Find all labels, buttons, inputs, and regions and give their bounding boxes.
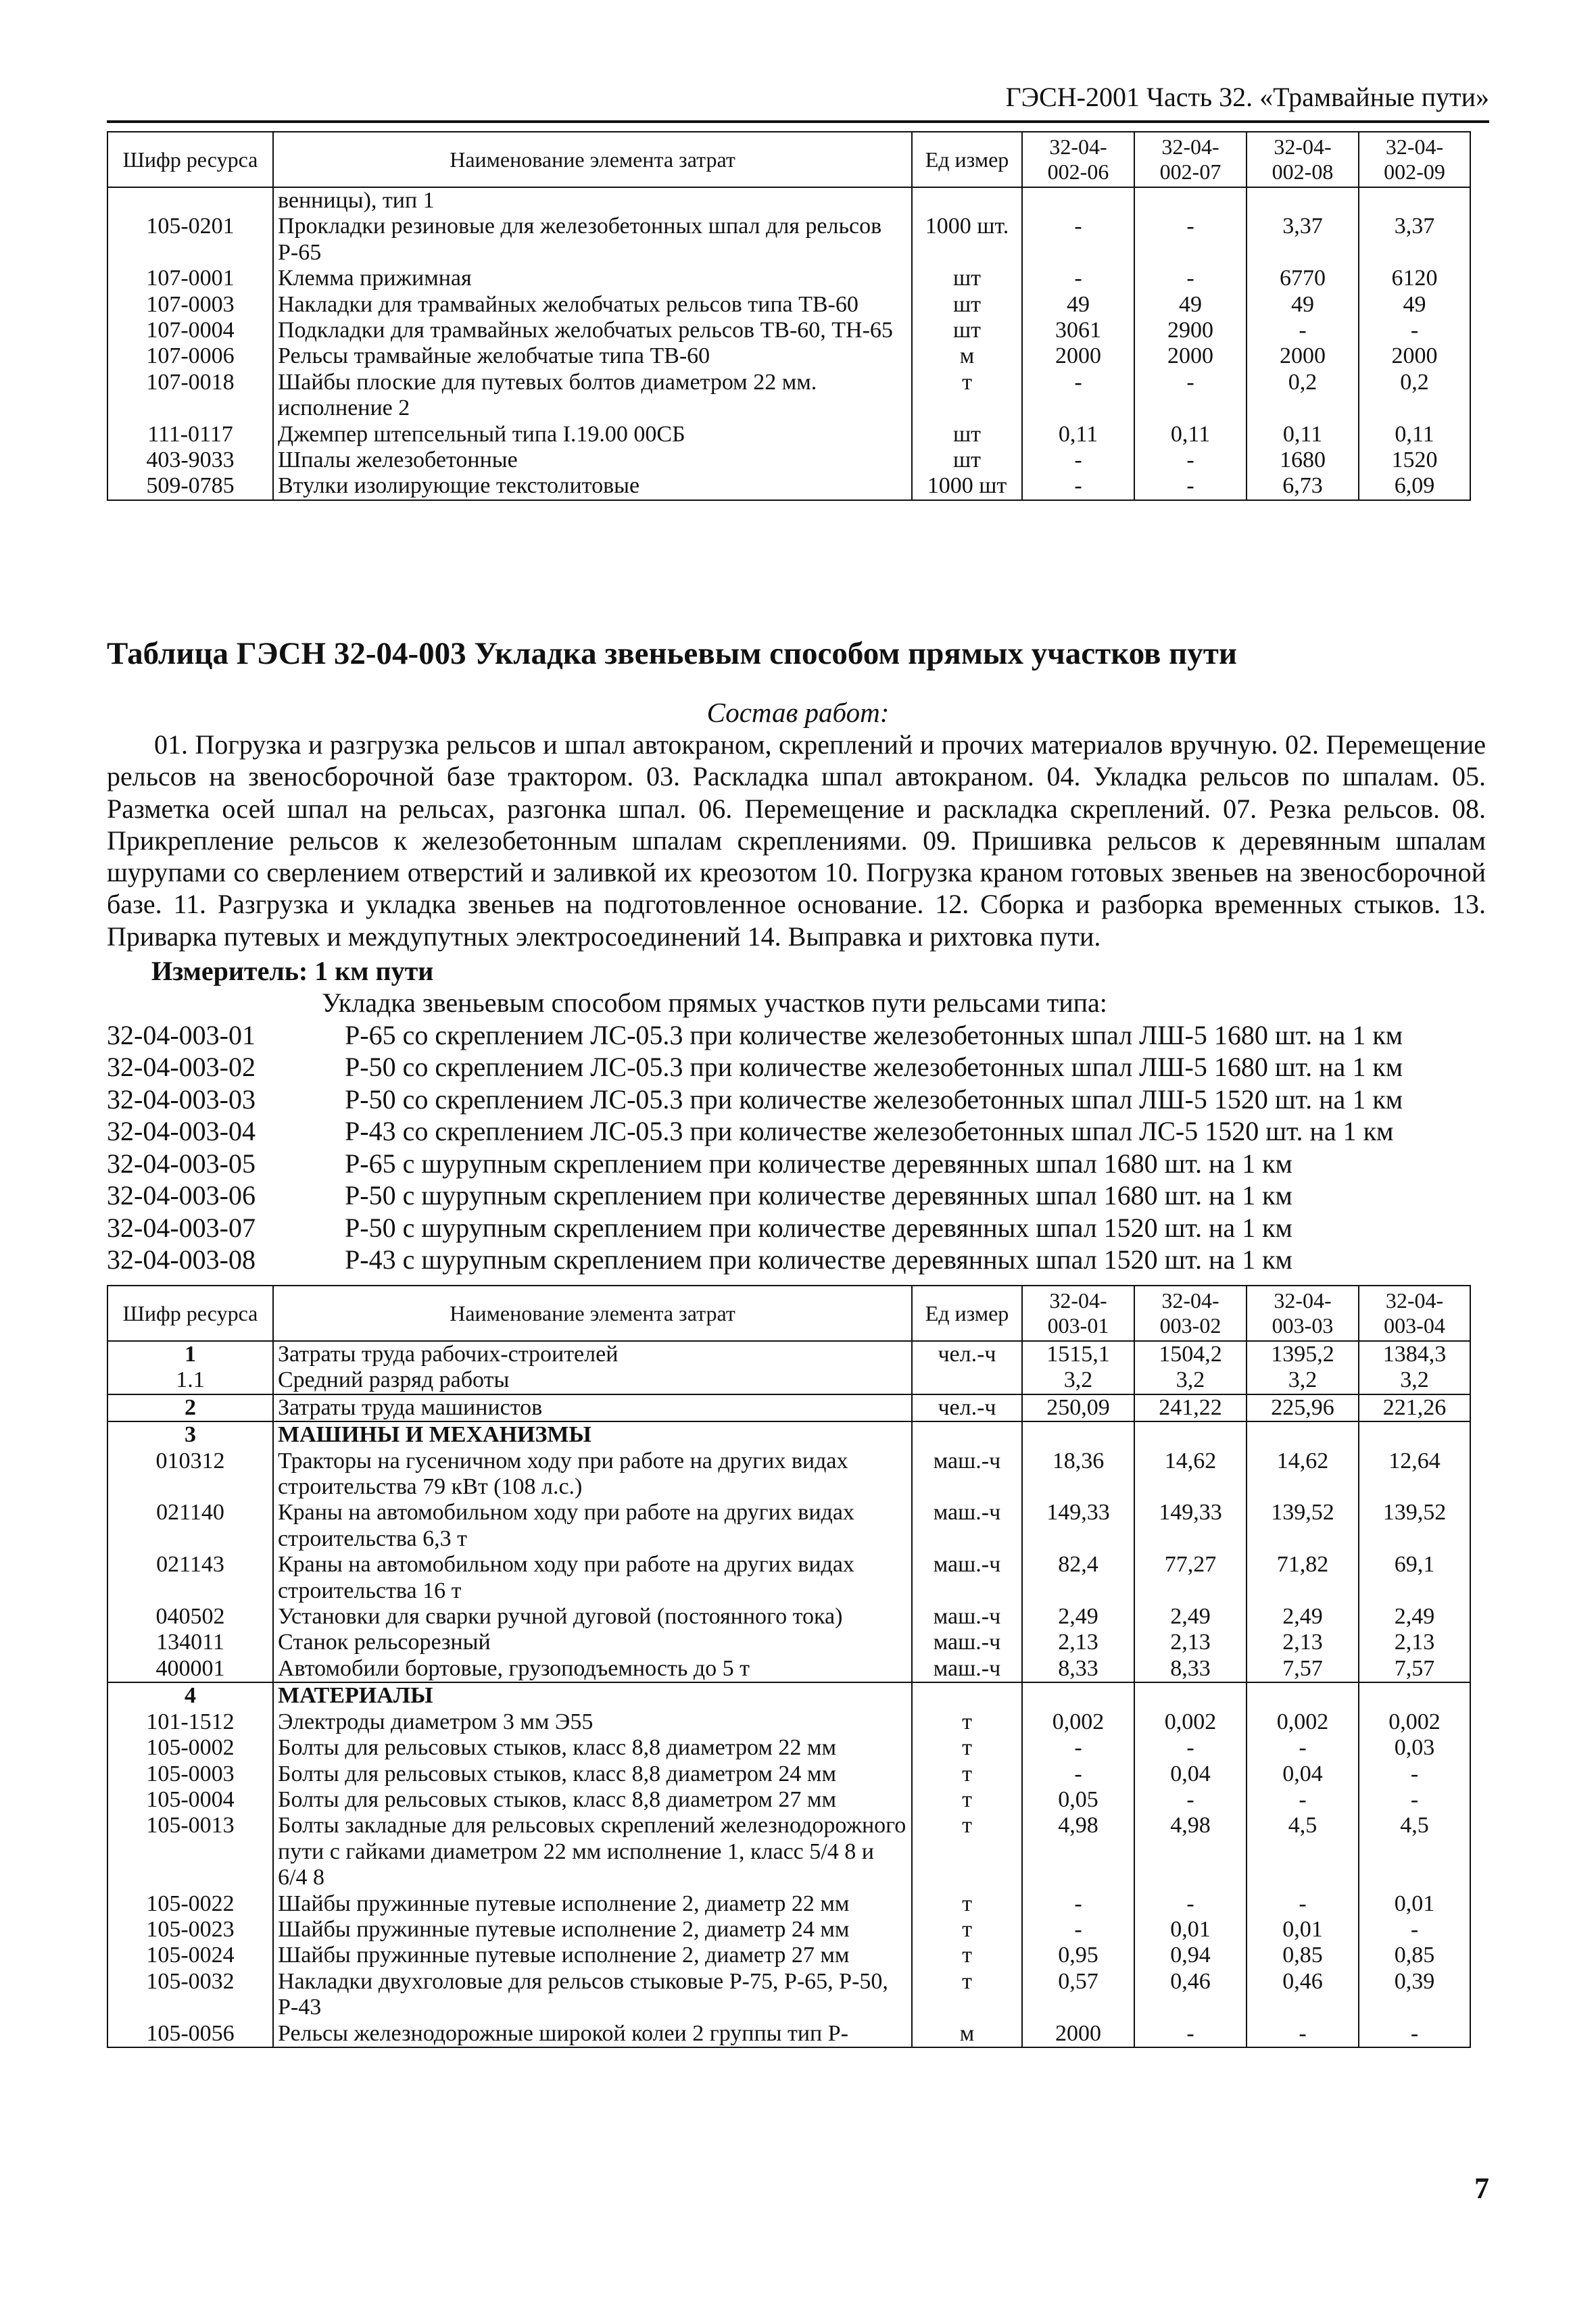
resource-code-cell: 134011 — [107, 1630, 273, 1655]
norm-value-cell: 0,03 — [1359, 1735, 1470, 1761]
norm-value-cell: - — [1247, 2021, 1359, 2047]
resource-code-cell: 3 — [107, 1421, 273, 1448]
resource-code-cell: 1 — [107, 1341, 273, 1367]
norm-value-cell: 0,85 — [1359, 1943, 1470, 1968]
table-row — [107, 473, 1470, 499]
resource-name-cell: Прокладки резиновые для железобетонных шпал для рельсов Р-65 — [273, 214, 912, 266]
variant-text: Р-65 с шурупным скреплением при количестве деревянных шпал 1680 шт. на 1 км — [345, 1148, 1292, 1179]
resource-name-cell: Клемма прижимная — [273, 266, 912, 291]
variant-row — [107, 1179, 1403, 1212]
table-row — [107, 1448, 1470, 1501]
norm-value-cell: 71,82 — [1247, 1552, 1359, 1604]
norm-value-cell: 4,5 — [1359, 1813, 1470, 1891]
resource-code-cell: 1.1 — [107, 1367, 273, 1394]
norm-value-cell: - — [1022, 214, 1134, 266]
measure-value: 1 км пути — [314, 956, 434, 986]
norm-value-cell: - — [1359, 1787, 1470, 1813]
col-header-norm-1: 32-04- 002-06 — [1022, 132, 1134, 187]
variant-code: 32-04-003-07 — [107, 1212, 256, 1243]
unit-cell: шт — [912, 447, 1022, 473]
norm-value-cell: - — [1134, 370, 1247, 422]
table-row — [107, 214, 1470, 266]
resource-code-cell: 4 — [107, 1682, 273, 1709]
resource-code-cell: 105-0002 — [107, 1735, 273, 1761]
resource-code-cell — [107, 187, 273, 214]
resource-name-cell: Болты для рельсовых стыков, класс 8,8 диаметром 27 мм — [273, 1787, 912, 1813]
variant-code: 32-04-003-08 — [107, 1244, 256, 1275]
resource-code-cell: 400001 — [107, 1656, 273, 1682]
variant-text: Р-65 со скреплением ЛС-05.3 при количестве железобетонных шпал ЛШ-5 1680 шт. на 1 км — [345, 1019, 1403, 1050]
header-rule — [107, 120, 1489, 123]
resource-code-cell: 105-0056 — [107, 2021, 273, 2047]
table-row — [107, 1500, 1470, 1552]
norm-value-cell: 2,49 — [1134, 1604, 1247, 1630]
norm-value-cell: 3,2 — [1359, 1367, 1470, 1394]
variant-code: 32-04-003-03 — [107, 1083, 256, 1115]
norm-value-cell: 14,62 — [1134, 1448, 1247, 1501]
resource-code-cell: 105-0004 — [107, 1787, 273, 1813]
resource-code-cell: 105-0013 — [107, 1813, 273, 1891]
norm-value-cell: 2,49 — [1359, 1604, 1470, 1630]
norm-value-cell: 3061 — [1022, 318, 1134, 343]
norm-value-cell: 0,002 — [1022, 1709, 1134, 1735]
resource-name-cell: Джемпер штепсельный типа I.19.00 00СБ — [273, 422, 912, 447]
resource-name-cell: Шайбы пружинные путевые исполнение 2, диаметр 22 мм — [273, 1891, 912, 1917]
norm-value-cell: 139,52 — [1247, 1500, 1359, 1552]
norm-value-cell: 0,01 — [1359, 1891, 1470, 1917]
norm-value-cell: 241,22 — [1134, 1394, 1247, 1421]
norm-value-cell: 3,2 — [1247, 1367, 1359, 1394]
norm-value-cell: - — [1022, 1761, 1134, 1787]
norm-value-cell: 2000 — [1359, 343, 1470, 369]
norm-value-cell: 250,09 — [1022, 1394, 1134, 1421]
resource-code-cell: 509-0785 — [107, 473, 273, 499]
table-row — [107, 1735, 1470, 1761]
norm-value-cell — [1359, 1421, 1470, 1448]
unit-cell: т — [912, 1735, 1022, 1761]
unit-cell: шт — [912, 318, 1022, 343]
resource-code-cell: 107-0004 — [107, 318, 273, 343]
resource-code-cell: 010312 — [107, 1448, 273, 1501]
norm-value-cell: 0,46 — [1134, 1969, 1247, 2021]
table-row — [107, 1917, 1470, 1943]
norm-value-cell: 69,1 — [1359, 1552, 1470, 1604]
unit-cell: т — [912, 1787, 1022, 1813]
table-row — [107, 2021, 1470, 2047]
table-row — [107, 370, 1470, 422]
norm-value-cell: - — [1134, 1735, 1247, 1761]
unit-cell: т — [912, 370, 1022, 422]
col-header-norm-3: 32-04- 002-08 — [1247, 132, 1359, 187]
norm-value-cell — [1022, 1421, 1134, 1448]
table-row — [107, 343, 1470, 369]
variants-list — [107, 987, 1403, 1276]
norm-value-cell: 0,85 — [1247, 1943, 1359, 1968]
variant-text: Р-50 со скреплением ЛС-05.3 при количестве железобетонных шпал ЛШ-5 1680 шт. на 1 км — [345, 1052, 1403, 1082]
variant-row — [107, 1019, 1403, 1052]
table-row — [107, 318, 1470, 343]
norm-value-cell: - — [1134, 447, 1247, 473]
resource-code-cell: 101-1512 — [107, 1709, 273, 1735]
norm-value-cell: 3,2 — [1022, 1367, 1134, 1394]
col-header-code: Шифр ресурса — [107, 1286, 273, 1341]
norm-value-cell: 3,37 — [1359, 214, 1470, 266]
col-header-norm-1: 32-04- 003-01 — [1022, 1286, 1134, 1341]
resource-table-bottom — [107, 1285, 1471, 2048]
norm-value-cell: - — [1134, 214, 1247, 266]
unit-cell — [912, 1421, 1022, 1448]
norm-value-cell: 2000 — [1134, 343, 1247, 369]
variant-row — [107, 1244, 1403, 1276]
norm-value-cell: 0,05 — [1022, 1787, 1134, 1813]
table-row — [107, 1761, 1470, 1787]
norm-value-cell: 2000 — [1022, 2021, 1134, 2047]
table-row — [107, 1367, 1470, 1394]
col-header-name: Наименование элемента затрат — [273, 1286, 912, 1341]
variant-text: Р-50 со скреплением ЛС-05.3 при количестве железобетонных шпал ЛШ-5 1520 шт. на 1 км — [345, 1083, 1403, 1115]
unit-cell: маш.-ч — [912, 1552, 1022, 1604]
resource-code-cell: 105-0022 — [107, 1891, 273, 1917]
norm-value-cell: 49 — [1247, 292, 1359, 318]
variant-row — [107, 1148, 1403, 1180]
variant-row — [107, 1051, 1403, 1083]
table-row — [107, 1891, 1470, 1917]
table-row — [107, 266, 1470, 291]
norm-value-cell: 0,2 — [1247, 370, 1359, 422]
running-header: ГЭСН-2001 Часть 32. «Трамвайные пути» — [1005, 82, 1489, 112]
norm-value-cell: - — [1022, 266, 1134, 291]
norm-value-cell: 2000 — [1247, 343, 1359, 369]
norm-value-cell: 4,5 — [1247, 1813, 1359, 1891]
resource-name-cell: Краны на автомобильном ходу при работе на других видах строительства 6,3 т — [273, 1500, 912, 1552]
norm-value-cell: 0,95 — [1022, 1943, 1134, 1968]
resource-name-cell: Краны на автомобильном ходу при работе на других видах строительства 16 т — [273, 1552, 912, 1604]
norm-value-cell: - — [1359, 2021, 1470, 2047]
table-row — [107, 1709, 1470, 1735]
variant-row — [107, 1115, 1403, 1148]
norm-value-cell: 49 — [1022, 292, 1134, 318]
norm-value-cell: 1384,3 — [1359, 1341, 1470, 1367]
resource-code-cell: 107-0003 — [107, 292, 273, 318]
norm-value-cell: - — [1134, 473, 1247, 499]
unit-cell — [912, 187, 1022, 214]
norm-value-cell: 49 — [1359, 292, 1470, 318]
resource-name-cell: Затраты труда машинистов — [273, 1394, 912, 1421]
norm-value-cell: 0,2 — [1359, 370, 1470, 422]
resource-name-cell: Втулки изолирующие текстолитовые — [273, 473, 912, 499]
unit-cell: маш.-ч — [912, 1448, 1022, 1501]
table-row — [107, 1656, 1470, 1682]
variant-row — [107, 1212, 1403, 1244]
resource-name-cell: Шпалы железобетонные — [273, 447, 912, 473]
unit-cell: м — [912, 2021, 1022, 2047]
norm-value-cell — [1022, 187, 1134, 214]
norm-value-cell: 6,73 — [1247, 473, 1359, 499]
resource-name-cell: Средний разряд работы — [273, 1367, 912, 1394]
norm-value-cell: - — [1134, 1891, 1247, 1917]
norm-value-cell: 139,52 — [1359, 1500, 1470, 1552]
resource-code-cell: 403-9033 — [107, 447, 273, 473]
resource-name-cell: Шайбы плоские для путевых болтов диаметром 22 мм. исполнение 2 — [273, 370, 912, 422]
resource-name-cell: Болты для рельсовых стыков, класс 8,8 диаметром 24 мм — [273, 1761, 912, 1787]
table-row — [107, 1341, 1470, 1367]
norm-value-cell — [1134, 187, 1247, 214]
norm-value-cell — [1134, 1421, 1247, 1448]
table-row — [107, 292, 1470, 318]
resource-name-cell: Болты для рельсовых стыков, класс 8,8 диаметром 22 мм — [273, 1735, 912, 1761]
resource-name-cell: Затраты труда рабочих-строителей — [273, 1341, 912, 1367]
norm-value-cell: - — [1022, 1735, 1134, 1761]
resource-code-cell: 021143 — [107, 1552, 273, 1604]
norm-value-cell: - — [1247, 1891, 1359, 1917]
resource-name-cell: Болты закладные для рельсовых скреплений железнодорожного пути с гайками диаметром 22 мм исполнение 1, класс 5/4 8 и 6/4 8 — [273, 1813, 912, 1891]
norm-value-cell: 0,002 — [1247, 1709, 1359, 1735]
section-title: Таблица ГЭСН 32-04-003 Укладка звеньевым способом прямых участков пути — [107, 636, 1237, 671]
norm-value-cell: 3,37 — [1247, 214, 1359, 266]
norm-value-cell: 2,49 — [1247, 1604, 1359, 1630]
table-row — [107, 1604, 1470, 1630]
variant-text: Р-50 с шурупным скреплением при количестве деревянных шпал 1680 шт. на 1 км — [345, 1180, 1292, 1211]
norm-value-cell: 0,01 — [1247, 1917, 1359, 1943]
norm-value-cell: 3,2 — [1134, 1367, 1247, 1394]
resource-name-cell: Установки для сварки ручной дуговой (постоянного тока) — [273, 1604, 912, 1630]
norm-value-cell: 2000 — [1022, 343, 1134, 369]
table-row — [107, 1943, 1470, 1968]
norm-value-cell: - — [1022, 473, 1134, 499]
norm-value-cell: 7,57 — [1247, 1656, 1359, 1682]
resource-name-cell: Электроды диаметром 3 мм Э55 — [273, 1709, 912, 1735]
col-header-norm-4: 32-04- 002-09 — [1359, 132, 1470, 187]
resource-code-cell: 021140 — [107, 1500, 273, 1552]
norm-value-cell: 0,94 — [1134, 1943, 1247, 1968]
norm-value-cell: 77,27 — [1134, 1552, 1247, 1604]
norm-value-cell: 0,002 — [1134, 1709, 1247, 1735]
col-header-norm-2: 32-04- 003-02 — [1134, 1286, 1247, 1341]
norm-value-cell: 1515,1 — [1022, 1341, 1134, 1367]
resource-code-cell: 040502 — [107, 1604, 273, 1630]
resource-code-cell: 2 — [107, 1394, 273, 1421]
resource-name-cell: Шайбы пружинные путевые исполнение 2, диаметр 27 мм — [273, 1943, 912, 1968]
norm-value-cell — [1022, 1682, 1134, 1709]
unit-cell: т — [912, 1813, 1022, 1891]
norm-value-cell: 1504,2 — [1134, 1341, 1247, 1367]
resource-code-cell: 111-0117 — [107, 422, 273, 447]
unit-cell — [912, 1367, 1022, 1394]
col-header-unit: Ед измер — [912, 1286, 1022, 1341]
composition-text: 01. Погрузка и разгрузка рельсов и шпал автокраном, скреплений и прочих материалов вручную. 02. Перемещение рельсов на звеносборочной базе трактором. 03. Раскладка шпал автокраном. 04. Укладка рельсов по шпалам. 05. Разметка осей шпал на рельсах, разгонка шпал. 06. Перемещение и раскладка скреплений. 07. Резка рельсов. 08. Прикрепление рельсов к железобетонным шпалам скреплениями. 09. Пришивка рельсов к деревянным шпалам шурупами со сверлением отверстий и заливкой их креозотом 10. Погрузка краном готовых звеньев на звеносборочной базе. 11. Разгрузка и укладка звеньев на подготовленное основание. 12. Сборка и разборка временных стыков. 13. Приварка путевых и междупутных электросоединений 14. Выправка и рихтовка пути. — [107, 729, 1486, 952]
norm-value-cell: 82,4 — [1022, 1552, 1134, 1604]
resource-code-cell: 105-0003 — [107, 1761, 273, 1787]
norm-value-cell — [1359, 1682, 1470, 1709]
variant-code: 32-04-003-01 — [107, 1019, 256, 1050]
col-header-norm-4: 32-04- 003-04 — [1359, 1286, 1470, 1341]
col-header-name: Наименование элемента затрат — [273, 132, 912, 187]
variant-row — [107, 1083, 1403, 1116]
norm-value-cell: 0,11 — [1359, 422, 1470, 447]
norm-value-cell: 6120 — [1359, 266, 1470, 291]
col-header-norm-2: 32-04- 002-07 — [1134, 132, 1247, 187]
unit-cell: 1000 шт. — [912, 214, 1022, 266]
norm-value-cell: 1680 — [1247, 447, 1359, 473]
measure-label: Измеритель: — [151, 956, 308, 986]
resource-name-cell: венницы), тип 1 — [273, 187, 912, 214]
norm-value-cell: - — [1359, 1917, 1470, 1943]
norm-value-cell — [1134, 1682, 1247, 1709]
resource-name-cell: Автомобили бортовые, грузоподъемность до 5 т — [273, 1656, 912, 1682]
resource-name-cell: МАТЕРИАЛЫ — [273, 1682, 912, 1709]
resource-name-cell: Станок рельсорезный — [273, 1630, 912, 1655]
resource-code-cell: 107-0001 — [107, 266, 273, 291]
norm-value-cell: 2900 — [1134, 318, 1247, 343]
resource-name-cell: Рельсы трамвайные желобчатые типа ТВ-60 — [273, 343, 912, 369]
norm-value-cell: 0,11 — [1022, 422, 1134, 447]
resource-code-cell: 105-0201 — [107, 214, 273, 266]
norm-value-cell: 221,26 — [1359, 1394, 1470, 1421]
table-row — [107, 1630, 1470, 1655]
norm-value-cell: 18,36 — [1022, 1448, 1134, 1501]
norm-value-cell: 4,98 — [1134, 1813, 1247, 1891]
section-row — [107, 1682, 1470, 1709]
norm-value-cell: 6770 — [1247, 266, 1359, 291]
resource-name-cell: Тракторы на гусеничном ходу при работе на других видах строительства 79 кВт (108 л.с.) — [273, 1448, 912, 1501]
table-row — [107, 187, 1470, 214]
resource-name-cell: МАШИНЫ И МЕХАНИЗМЫ — [273, 1421, 912, 1448]
norm-value-cell: - — [1359, 1761, 1470, 1787]
norm-value-cell: 1520 — [1359, 447, 1470, 473]
composition-title: Состав работ: — [706, 697, 890, 728]
resource-code-cell: 105-0032 — [107, 1969, 273, 2021]
variants-intro: Укладка звеньевым способом прямых участков пути рельсами типа: — [322, 988, 1107, 1018]
table-row — [107, 1394, 1470, 1421]
variant-text: Р-50 с шурупным скреплением при количестве деревянных шпал 1520 шт. на 1 км — [345, 1212, 1292, 1243]
norm-value-cell: 8,33 — [1134, 1656, 1247, 1682]
norm-value-cell: - — [1247, 318, 1359, 343]
norm-value-cell: 149,33 — [1022, 1500, 1134, 1552]
resource-code-cell: 107-0006 — [107, 343, 273, 369]
unit-cell — [912, 1682, 1022, 1709]
unit-cell: т — [912, 1891, 1022, 1917]
table-row — [107, 1969, 1470, 2021]
norm-value-cell: 0,01 — [1134, 1917, 1247, 1943]
norm-value-cell: 6,09 — [1359, 473, 1470, 499]
norm-value-cell: 0,39 — [1359, 1969, 1470, 2021]
norm-value-cell: 0,46 — [1247, 1969, 1359, 2021]
resource-code-cell: 105-0023 — [107, 1917, 273, 1943]
unit-cell: шт — [912, 266, 1022, 291]
norm-value-cell: - — [1359, 318, 1470, 343]
norm-value-cell: - — [1022, 1917, 1134, 1943]
norm-value-cell: - — [1134, 2021, 1247, 2047]
norm-value-cell: 0,04 — [1134, 1761, 1247, 1787]
resource-name-cell: Подкладки для трамвайных желобчатых рельсов ТВ-60, ТН-65 — [273, 318, 912, 343]
norm-value-cell: 7,57 — [1359, 1656, 1470, 1682]
col-header-code: Шифр ресурса — [107, 132, 273, 187]
norm-value-cell: 2,13 — [1022, 1630, 1134, 1655]
norm-value-cell: 0,57 — [1022, 1969, 1134, 2021]
norm-value-cell: - — [1022, 1891, 1134, 1917]
norm-value-cell: 0,04 — [1247, 1761, 1359, 1787]
unit-cell: маш.-ч — [912, 1630, 1022, 1655]
col-header-norm-3: 32-04- 003-03 — [1247, 1286, 1359, 1341]
norm-value-cell: - — [1134, 266, 1247, 291]
table-row — [107, 1813, 1470, 1891]
norm-value-cell: 0,002 — [1359, 1709, 1470, 1735]
norm-value-cell: - — [1247, 1735, 1359, 1761]
norm-value-cell: 2,13 — [1247, 1630, 1359, 1655]
unit-cell: маш.-ч — [912, 1604, 1022, 1630]
resource-name-cell: Шайбы пружинные путевые исполнение 2, диаметр 24 мм — [273, 1917, 912, 1943]
unit-cell: маш.-ч — [912, 1500, 1022, 1552]
unit-cell: 1000 шт — [912, 473, 1022, 499]
norm-value-cell — [1247, 1421, 1359, 1448]
norm-value-cell: 149,33 — [1134, 1500, 1247, 1552]
table-row — [107, 1787, 1470, 1813]
resource-name-cell: Накладки для трамвайных желобчатых рельсов типа ТВ-60 — [273, 292, 912, 318]
table-row — [107, 447, 1470, 473]
resource-code-cell: 105-0024 — [107, 1943, 273, 1968]
unit-cell: т — [912, 1943, 1022, 1968]
measure-line — [151, 955, 433, 987]
unit-cell: шт — [912, 422, 1022, 447]
unit-cell: т — [912, 1761, 1022, 1787]
table-row — [107, 422, 1470, 447]
norm-value-cell: 4,98 — [1022, 1813, 1134, 1891]
unit-cell: чел.-ч — [912, 1341, 1022, 1367]
unit-cell: м — [912, 343, 1022, 369]
norm-value-cell: 1395,2 — [1247, 1341, 1359, 1367]
table-row — [107, 1552, 1470, 1604]
unit-cell: чел.-ч — [912, 1394, 1022, 1421]
variant-code: 32-04-003-02 — [107, 1052, 256, 1082]
variant-text: Р-43 со скреплением ЛС-05.3 при количестве железобетонных шпал ЛС-5 1520 шт. на 1 км — [345, 1116, 1394, 1146]
variant-code: 32-04-003-05 — [107, 1148, 256, 1179]
variant-code: 32-04-003-06 — [107, 1180, 256, 1211]
norm-value-cell: - — [1022, 370, 1134, 422]
unit-cell: маш.-ч — [912, 1656, 1022, 1682]
resource-name-cell: Рельсы железнодорожные широкой колеи 2 группы тип Р- — [273, 2021, 912, 2047]
norm-value-cell: 12,64 — [1359, 1448, 1470, 1501]
norm-value-cell: 0,11 — [1247, 422, 1359, 447]
norm-value-cell: - — [1134, 1787, 1247, 1813]
norm-value-cell: 0,11 — [1134, 422, 1247, 447]
section-row — [107, 1421, 1470, 1448]
norm-value-cell — [1247, 187, 1359, 214]
unit-cell: т — [912, 1917, 1022, 1943]
unit-cell: т — [912, 1709, 1022, 1735]
resource-code-cell: 107-0018 — [107, 370, 273, 422]
norm-value-cell: - — [1022, 447, 1134, 473]
unit-cell: т — [912, 1969, 1022, 2021]
variant-code: 32-04-003-04 — [107, 1116, 256, 1146]
unit-cell: шт — [912, 292, 1022, 318]
norm-value-cell: 49 — [1134, 292, 1247, 318]
resource-name-cell: Накладки двухголовые для рельсов стыковые Р-75, Р-65, Р-50, Р-43 — [273, 1969, 912, 2021]
norm-value-cell — [1247, 1682, 1359, 1709]
norm-value-cell — [1359, 187, 1470, 214]
variant-text: Р-43 с шурупным скреплением при количестве деревянных шпал 1520 шт. на 1 км — [345, 1244, 1292, 1275]
norm-value-cell: 225,96 — [1247, 1394, 1359, 1421]
resource-table-top — [107, 131, 1471, 501]
norm-value-cell: 8,33 — [1022, 1656, 1134, 1682]
norm-value-cell: - — [1247, 1787, 1359, 1813]
norm-value-cell: 2,13 — [1359, 1630, 1470, 1655]
norm-value-cell: 2,49 — [1022, 1604, 1134, 1630]
norm-value-cell: 14,62 — [1247, 1448, 1359, 1501]
norm-value-cell: 2,13 — [1134, 1630, 1247, 1655]
page-number: 7 — [1474, 2172, 1489, 2205]
col-header-unit: Ед измер — [912, 132, 1022, 187]
